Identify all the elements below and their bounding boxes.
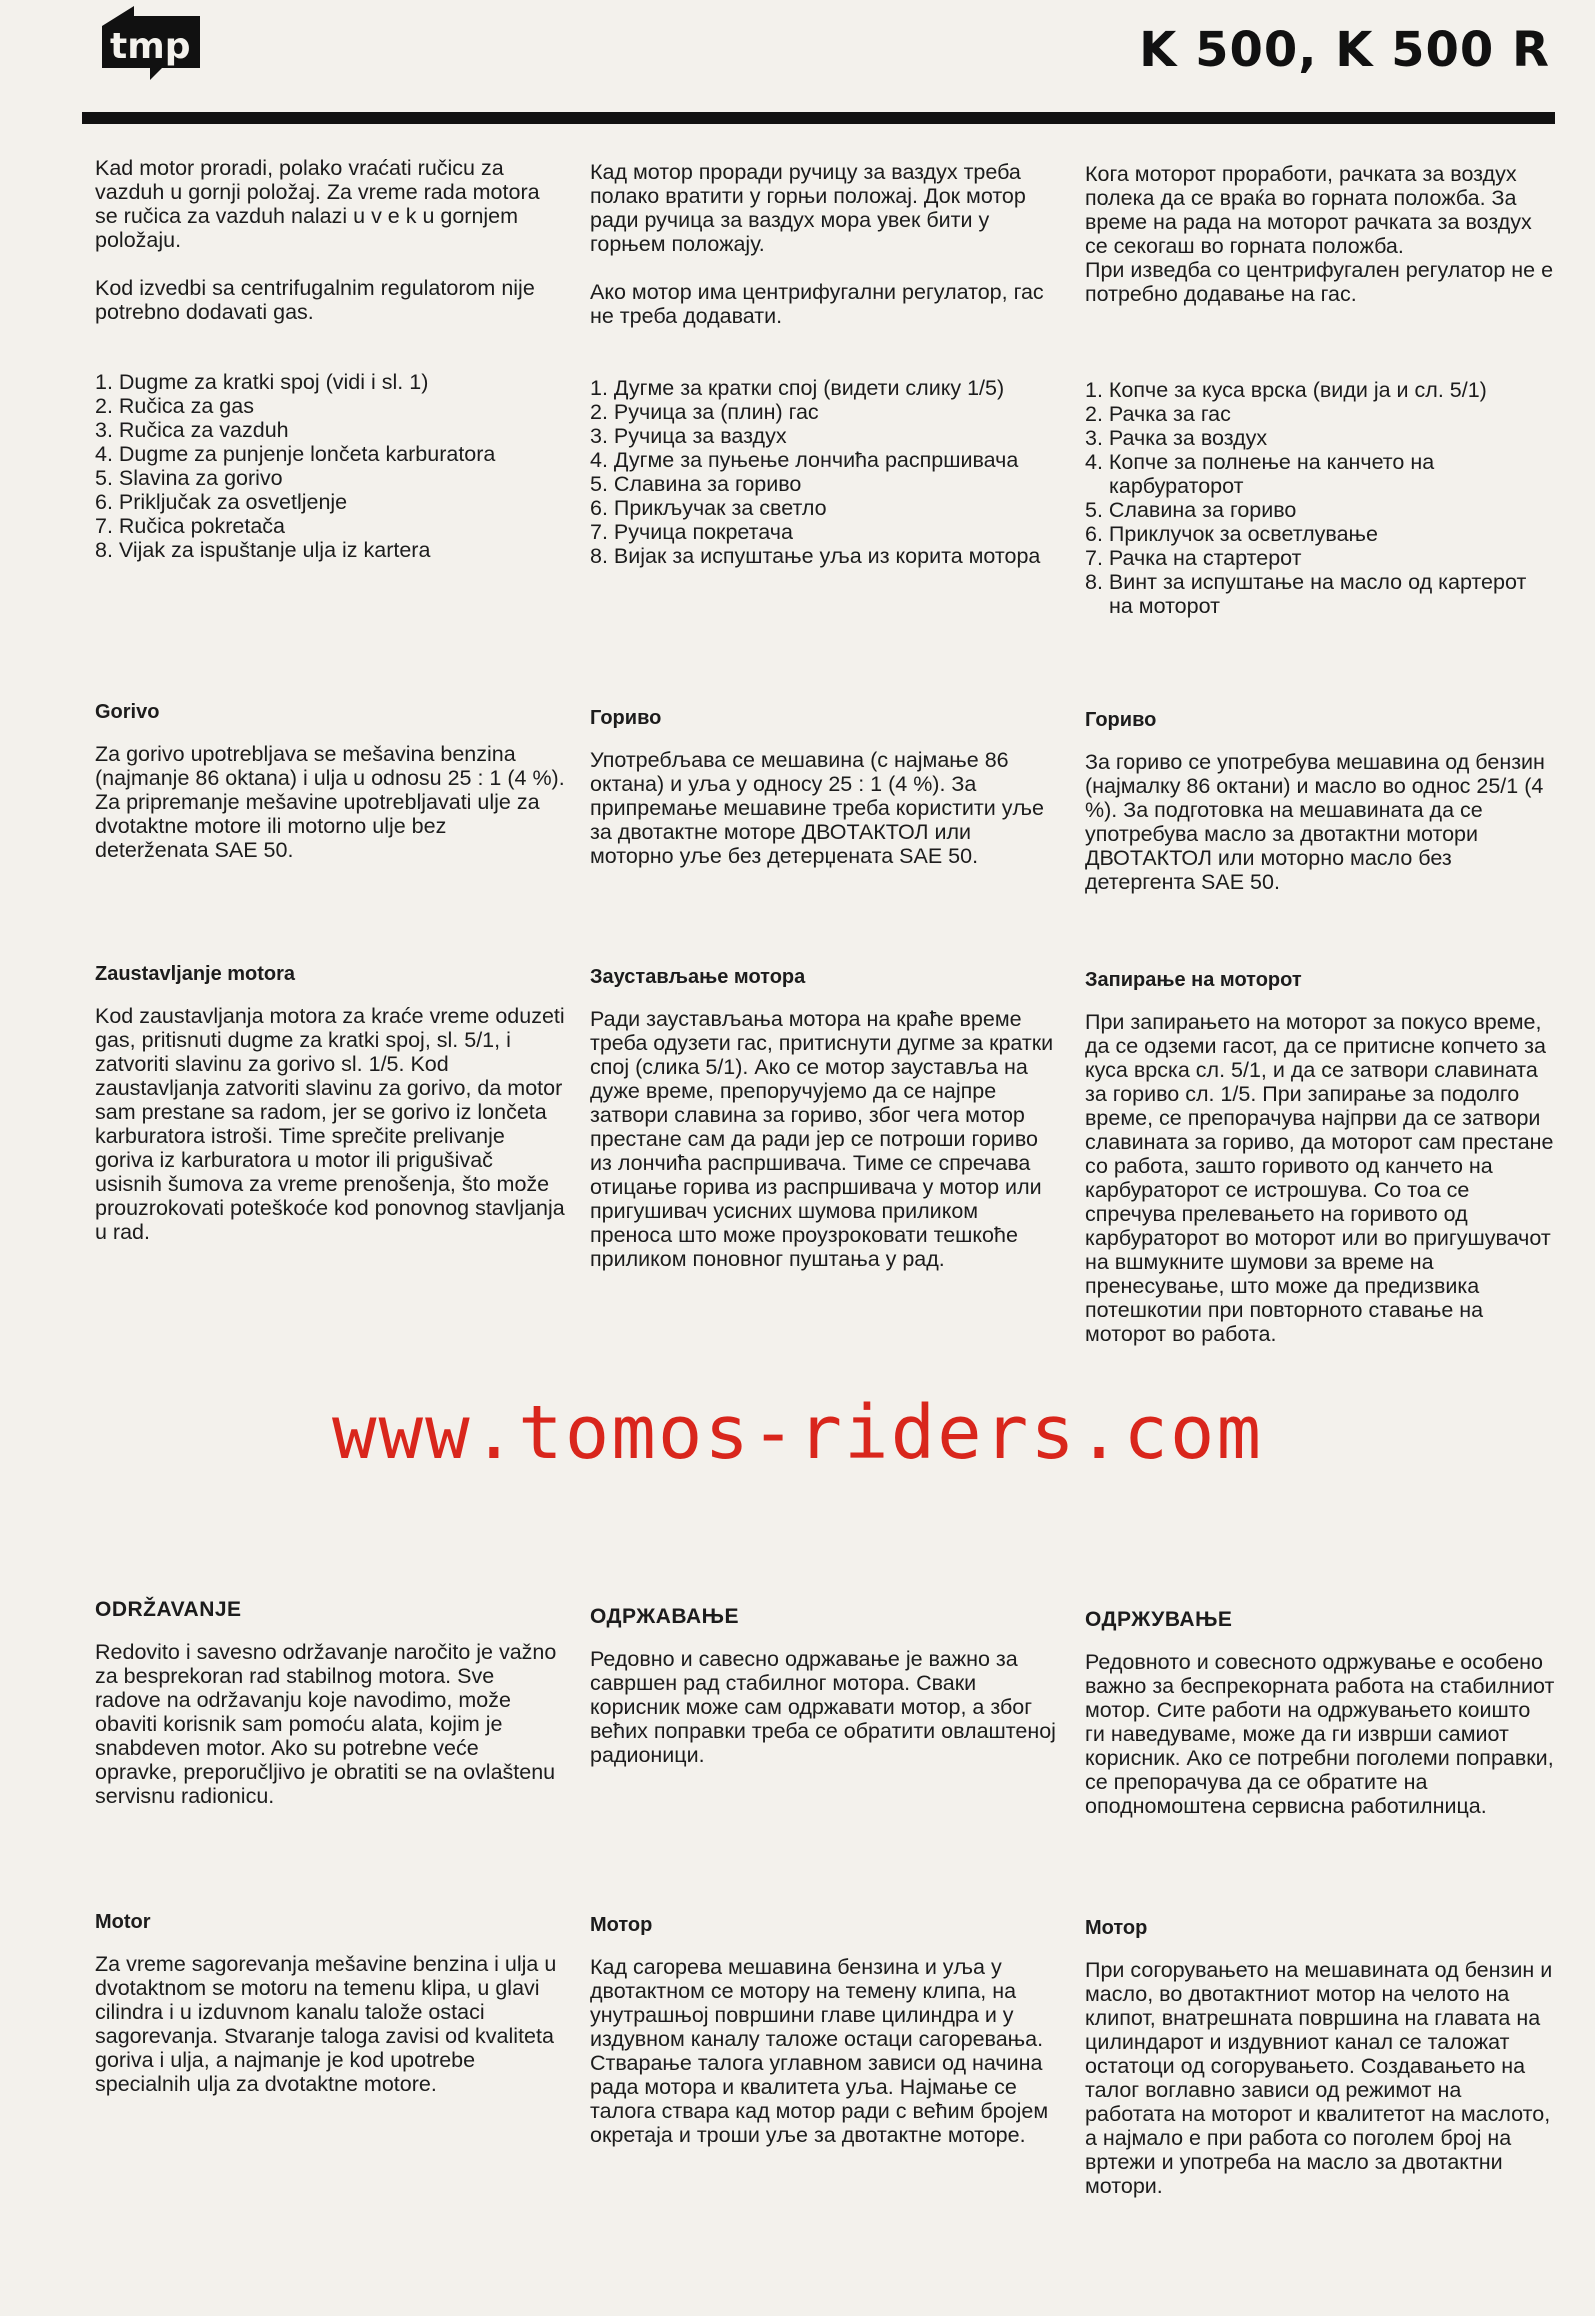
header-rule	[82, 112, 1555, 124]
intro-paragraph: Кад мотор проради ручицу за ваздух треба полако вратити у горњи положај. Док мотор ради ручица за ваздух мора увек бити у горњем положају.	[590, 160, 1026, 256]
list-item: 7. Ručica pokretača	[95, 514, 286, 538]
maintenance-section	[95, 1598, 565, 1808]
list-item: 4. Копче за полнење на канчето на карбураторот	[1085, 450, 1435, 498]
fuel-text: Za gorivo upotrebljava se mešavina benzina (najmanje 86 oktana) i ulja u odnosu 25 : 1 (4 %). Za pripremanje mešavine upotrebljavati ulje za dvotaktne motore ili motorno ulje bez deterženata SAE 50.	[95, 742, 565, 862]
stop-text: При запирањето на моторот за покусо време, да се одземи гасот, да се притисне копчето за куса врска сл. 5/1, и да се затвори славината за гориво сл. 1/5. При запирање за подолго време, се препорачува најпрви да се затвори славината за гориво, да моторот сам престане со работа, зашто горивото од канчето на карбураторот се истрошува. Со тоа се спречува прелевањето на горивото од карбураторот во моторот или во пригушувачот на вшмукните шумови за време на пренесување, што може да предизвика потешкотии при повторното ставање на моторот во работа.	[1085, 1010, 1554, 1346]
list-item: 7. Ручица покретача	[590, 520, 793, 544]
stop-section	[1085, 968, 1555, 1346]
tomos-logo	[96, 6, 206, 80]
maintenance-section	[590, 1605, 1060, 1767]
fuel-heading: Гориво	[1085, 709, 1157, 731]
motor-heading: Мотор	[590, 1914, 653, 1936]
list-item: 7. Рачка на стартерот	[1085, 546, 1302, 570]
watermark-url: www.tomos-riders.com	[331, 1390, 1264, 1476]
stop-section	[590, 965, 1060, 1271]
list-item: 4. Дугме за пуњење лончића распршивача	[590, 448, 1019, 472]
intro-section	[1085, 162, 1555, 306]
motor-text: При согорувањето на мешавината од бензин и масло, во двотактниот мотор на челото на клипот, внатрешната површина на главата на цилиндарот и издувниот канал се таложат остатоци од согорувањето. Создавањето на талог воглавно зависи од режимот на работата на моторот и квалитетот на маслото, а најмало е при работа со поголем број на вртежи и употреба на масло за двотактни мотори.	[1085, 1958, 1553, 2198]
motor-heading: Мотор	[1085, 1917, 1148, 1939]
list-item: 8. Винт за испуштање на масло од картерот на моторот	[1085, 570, 1527, 618]
maintenance-text: Редовно и савесно одржавање је важно за савршен рад стабилног мотора. Сваки корисник може сам одржавати мотор, а због већих поправки треба се обратити овлаштеној радионици.	[590, 1647, 1056, 1767]
fuel-heading: Гориво	[590, 707, 662, 729]
fuel-text: За гориво се употребува мешавина од бензин (најмалку 86 октани) и масло во однос 25/1 (4 %). За подготовка на мешавината да се употребува масло за двотактни мотори ДВОТАКТОЛ или моторно масло без детергента SAE 50.	[1085, 750, 1545, 894]
fuel-section	[95, 700, 565, 862]
motor-section	[95, 1910, 565, 2096]
motor-section	[590, 1913, 1060, 2147]
stop-heading: Заустављање мотора	[590, 966, 806, 988]
list-item: 8. Вијак за испуштање уља из корита мотора	[590, 544, 1041, 568]
logo-text: tmp	[110, 26, 191, 67]
model-title: K 500, K 500 R	[1139, 22, 1550, 78]
list-item: 6. Приклучок за осветлување	[1085, 522, 1378, 546]
list-item: 6. Priključak za osvetljenje	[95, 490, 348, 514]
intro-section	[590, 160, 1060, 328]
stop-heading: Zaustavljanje motora	[95, 963, 296, 985]
motor-heading: Motor	[95, 1911, 151, 1933]
intro-paragraph: Kod izvedbi sa centrifugalnim regulatorom nije potrebno dodavati gas.	[95, 276, 535, 324]
fuel-section	[590, 706, 1060, 868]
motor-text: Кад сагорева мешавина бензина и уља у двотактном се мотору на темену клипа, на унутрашњој површини главе цилиндра и у издувном каналу таложе остаци сагоревања. Стварање талога углавном зависи од начина рада мотора и квалитета уља. Најмање се талога ствара кад мотор ради с већим бројем окретаја и троши уље за двотактне моторе.	[590, 1955, 1049, 2147]
maintenance-heading: ODRŽAVANJE	[95, 1598, 242, 1621]
stop-text: Kod zaustavljanja motora za kraće vreme oduzeti gas, pritisnuti dugme za kratki spoj, sl. 5/1, i zatvoriti slavinu za gorivo sl. 1/5. Kod zaustavljanja zatvoriti slavinu za gorivo, da motor sam prestane sa radom, jer se gorivo iz lončeta karburatora istroši. Time sprečite prelivanje goriva iz karburatora u motor ili prigušivač usisnih šumova za vreme prenošenja, što može prouzrokovati poteškoće kod ponovnog stavljanja u rad.	[95, 1004, 565, 1244]
intro-paragraph: Kad motor proradi, polako vraćati ručicu za vazduh u gornji položaj. Za vreme rada motora se ručica za vazduh nalazi u v e k u gornjem položaju.	[95, 156, 540, 252]
list-item: 3. Рачка за воздух	[1085, 426, 1268, 450]
list-item: 2. Ručica za gas	[95, 394, 254, 418]
list-item: 8. Vijak za ispuštanje ulja iz kartera	[95, 538, 431, 562]
list-item: 2. Ручица за (плин) гас	[590, 400, 819, 424]
fuel-text: Употребљава се мешавина (с најмање 86 октана) и уља у односу 25 : 1 (4 %). За припремање мешавине треба користити уље за двотактне моторе ДВОТАКТОЛ или моторно уље без детерџената SAE 50.	[590, 748, 1044, 868]
maintenance-heading: ОДРЖАВАЊЕ	[590, 1605, 739, 1628]
intro-paragraph: Кога моторот проработи, рачката за воздух полека да се враќа во горната положба. За време на рада на моторот рачката за воздух се секогаш во горната положба.	[1085, 162, 1532, 258]
list-item: 5. Славина за гориво	[1085, 498, 1297, 522]
controls-list	[95, 370, 565, 562]
intro-paragraph: При изведба со центрифугален регулатор не е потребно додавање на гас.	[1085, 258, 1554, 306]
stop-text: Ради заустављања мотора на краће време треба одузети гас, притиснути дугме за кратки спој (слика 5/1). Ако се мотор зауставља на дуже време, препоручујемо да се најпре затвори славина за гориво, због чега мотор престане сам да ради јер се потроши гориво из лончића распршивача. Тиме се спречава отицање горива из распршивача у мотор или пригушивач усисних шумова приликом преноса што може проузроковати тешкоће приликом поновног пуштања у рад.	[590, 1007, 1054, 1271]
maintenance-heading: ОДРЖУВАЊЕ	[1085, 1608, 1233, 1631]
list-item: 1. Дугме за кратки спој (видети слику 1/5)	[590, 376, 1005, 400]
maintenance-text: Redovito i savesno održavanje naročito je važno za besprekoran rad stabilnog motora. Sve radove na održavanju koje navodimo, može obaviti korisnik sam pomoću alata, kojim je snabdeven motor. Ako su potrebne veće opravke, preporučljivo je obratiti se na ovlaštenu servisnu radionicu.	[95, 1640, 557, 1808]
list-item: 3. Ручица за ваздух	[590, 424, 787, 448]
list-item: 4. Dugme za punjenje lončeta karburatora	[95, 442, 496, 466]
stop-section	[95, 962, 565, 1244]
list-item: 2. Рачка за гас	[1085, 402, 1231, 426]
list-item: 3. Ručica za vazduh	[95, 418, 289, 442]
stop-heading: Запирање на моторот	[1085, 969, 1302, 991]
fuel-heading: Gorivo	[95, 701, 160, 723]
list-item: 1. Копче за куса врска (види ја и сл. 5/1)	[1085, 378, 1487, 402]
fuel-section	[1085, 708, 1555, 894]
controls-list	[1085, 378, 1555, 618]
list-item: 5. Slavina za gorivo	[95, 466, 283, 490]
intro-paragraph: Ако мотор има центрифугални регулатор, гас не треба додавати.	[590, 280, 1044, 328]
controls-list	[590, 376, 1060, 568]
list-item: 5. Славина за гориво	[590, 472, 802, 496]
list-item: 1. Dugme za kratki spoj (vidi i sl. 1)	[95, 370, 429, 394]
maintenance-text: Редовното и совесното одржување е особено важно за беспрекорната работа на стабилниот мотор. Сите работи на одржувањето коишто ги наведуваме, може да ги изврши самиот корисник. Ако се потребни поголеми поправки, се препорачува да се обратите на оподномоштена сервисна работилница.	[1085, 1650, 1555, 1818]
list-item: 6. Прикључак за светло	[590, 496, 827, 520]
motor-section	[1085, 1916, 1555, 2198]
motor-text: Za vreme sagorevanja mešavine benzina i ulja u dvotaktnom se motoru na temenu klipa, u glavi cilindra i u izduvnom kanalu talože ostaci sagorevanja. Stvaranje taloga zavisi od kvaliteta goriva i ulja, a najmanje je kod upotrebe specialnih ulja za dvotaktne motore.	[95, 1952, 557, 2096]
intro-section	[95, 156, 565, 324]
maintenance-section	[1085, 1608, 1555, 1818]
